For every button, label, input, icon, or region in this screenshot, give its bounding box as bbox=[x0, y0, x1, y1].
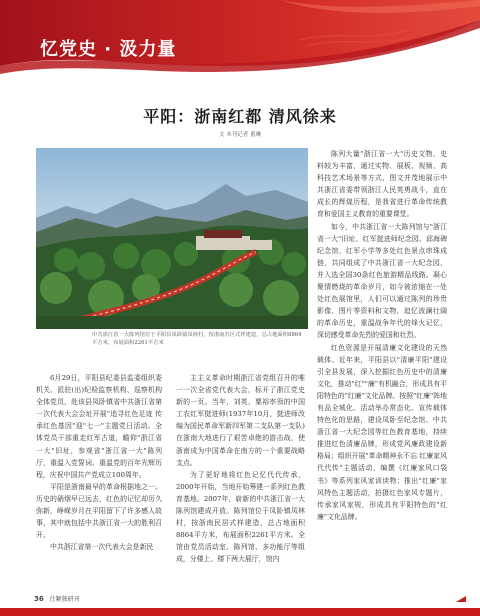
paragraph: 如今，中共浙江省一大陈列馆与"浙江省一大"旧址、红军挺进师纪念园、邱海碑纪念馆、红军小学等多处红色景点串珠成链，共同组成了中共浙江省一大纪念园，并入选全国30条红色旅游精品线路。凝心聚情燃烧的革命岁月，如今被浓缩在一处处红色展馆里，人们可以通过陈列的珍贵影像、图片等资料和文物，追忆波澜壮阔的革命历史，重温战争年代的烽火记忆，深切感受革命先烈的爱国和壮烈。 bbox=[317, 222, 447, 340]
article-byline: 文 本刊记者 董琳 bbox=[219, 132, 261, 138]
memorial-hall-photo bbox=[36, 148, 308, 329]
paragraph: 中共浙江省第一次代表大会是新民 bbox=[50, 543, 154, 552]
article-headline: 平阳：浙南红都 清风徐来 bbox=[143, 107, 337, 126]
text-column-3 bbox=[317, 148, 447, 523]
bottom-color-bar bbox=[0, 608, 480, 616]
paragraph: 为了更好地将红色记忆代代传承，2000年开始，当地开始筹建一系列红色教育基地。2007年，崭新的中共浙江省一大陈列馆建成开放。陈列馆位于凤卧镇凤林村，按浙南民居式样建造，总占地面积8864平方米，布展面积2261平方米。全馆由党员活动室、陈列馆、多功能厅等组成，分楼上、楼下两大展厅，馆内 bbox=[176, 470, 305, 564]
text-column-2 bbox=[176, 372, 305, 566]
landscape-illustration bbox=[36, 148, 308, 329]
magazine-name: 仕颖独研刊 bbox=[49, 596, 80, 603]
header-banner bbox=[0, 0, 480, 82]
photo-caption: 中共浙江省一大陈列馆位于平阳县凤卧镇凤林村，按浙南苏区式样建造，总占地面积8864平方米，布展面积2261平方米 bbox=[92, 332, 302, 346]
paragraph: 红色资源是开展清廉文化建设的天然载体。近年来，平阳县以"清廉平阳"建设引全县发展，深入挖掘红色历史中的清廉文化，推动"红""廉"有机融合，形成具有平阳特色的"红廉"文化品牌。按照"红廉"阵地有品全城化、活动举办常态化、宣传载体特色化的思路，建设凤卧至纪念馆、中共浙江省一大纪念园等红色教育基地，持续推进红色清廉品牌，形成党风廉政建设新格局；组织开展"革命精神永不忘 红廉家风代代传"主题活动，编撰《红廉家风口袋书》等系列家风家训读物；推出"红廉"家风特色主题活动，拍摄红色家风专题片，传承家风家规，形成具有平阳特色的"红廉"文化品牌。 bbox=[317, 343, 447, 521]
corner-triangle-icon bbox=[456, 596, 466, 602]
page-number: 36 bbox=[34, 595, 44, 603]
section-title: 忆党史 · 汲力量 bbox=[40, 39, 177, 60]
paragraph: 6月29日，平阳县纪委县监委组织委机关、派驻(出)纪检监察机构、巡察机构全体党员，赴该县凤卧镇省中共浙江省第一次代表大会会址开展"追寻红色足迹 传承红色基因"迎"七一"主题党日活动。全体党员干部重走红军古道，瞻仰"浙江省一大"旧址，参观省"浙江省一大"陈列厅，重温入党誓词、重温党的百年光辉历程，庆祝中国共产党成立100周年。 bbox=[36, 374, 162, 479]
text-column-1 bbox=[36, 372, 162, 553]
paragraph: 陈列大量"浙江省一大"历史文物，史料较为丰富，通过实物、展板、视频、高科技艺术场景等方式，图文并茂地展示中共浙江省委带领浙江人民英勇战斗，直在成长的辉煌历程，是我省进行革命传统教育和爱国主义教育的重要课堂。 bbox=[317, 150, 447, 219]
paragraph: 平阳是浙南最早的革命根据地之一。历史的硝烟早已远去，红色的记忆却历久弥新，峥嵘岁月在平阳留下了许多感人故事，其中就包括中共浙江省一大的胜利召开。 bbox=[36, 482, 162, 540]
page-footer bbox=[34, 594, 80, 603]
paragraph: 主主义革命时期浙江省党组召开的唯一一次全省党代表大会，标开了浙江党史新的一页。当年，刘英、粟裕率领的中国工农红军挺进师(1937年10月，挺进师改编为国民革命军新四军第二支队第一支队)在浙南大地进行了艰苦卓绝的游击战，使浙南成为中国革命在南方的一个重要战略支点。 bbox=[176, 374, 305, 467]
